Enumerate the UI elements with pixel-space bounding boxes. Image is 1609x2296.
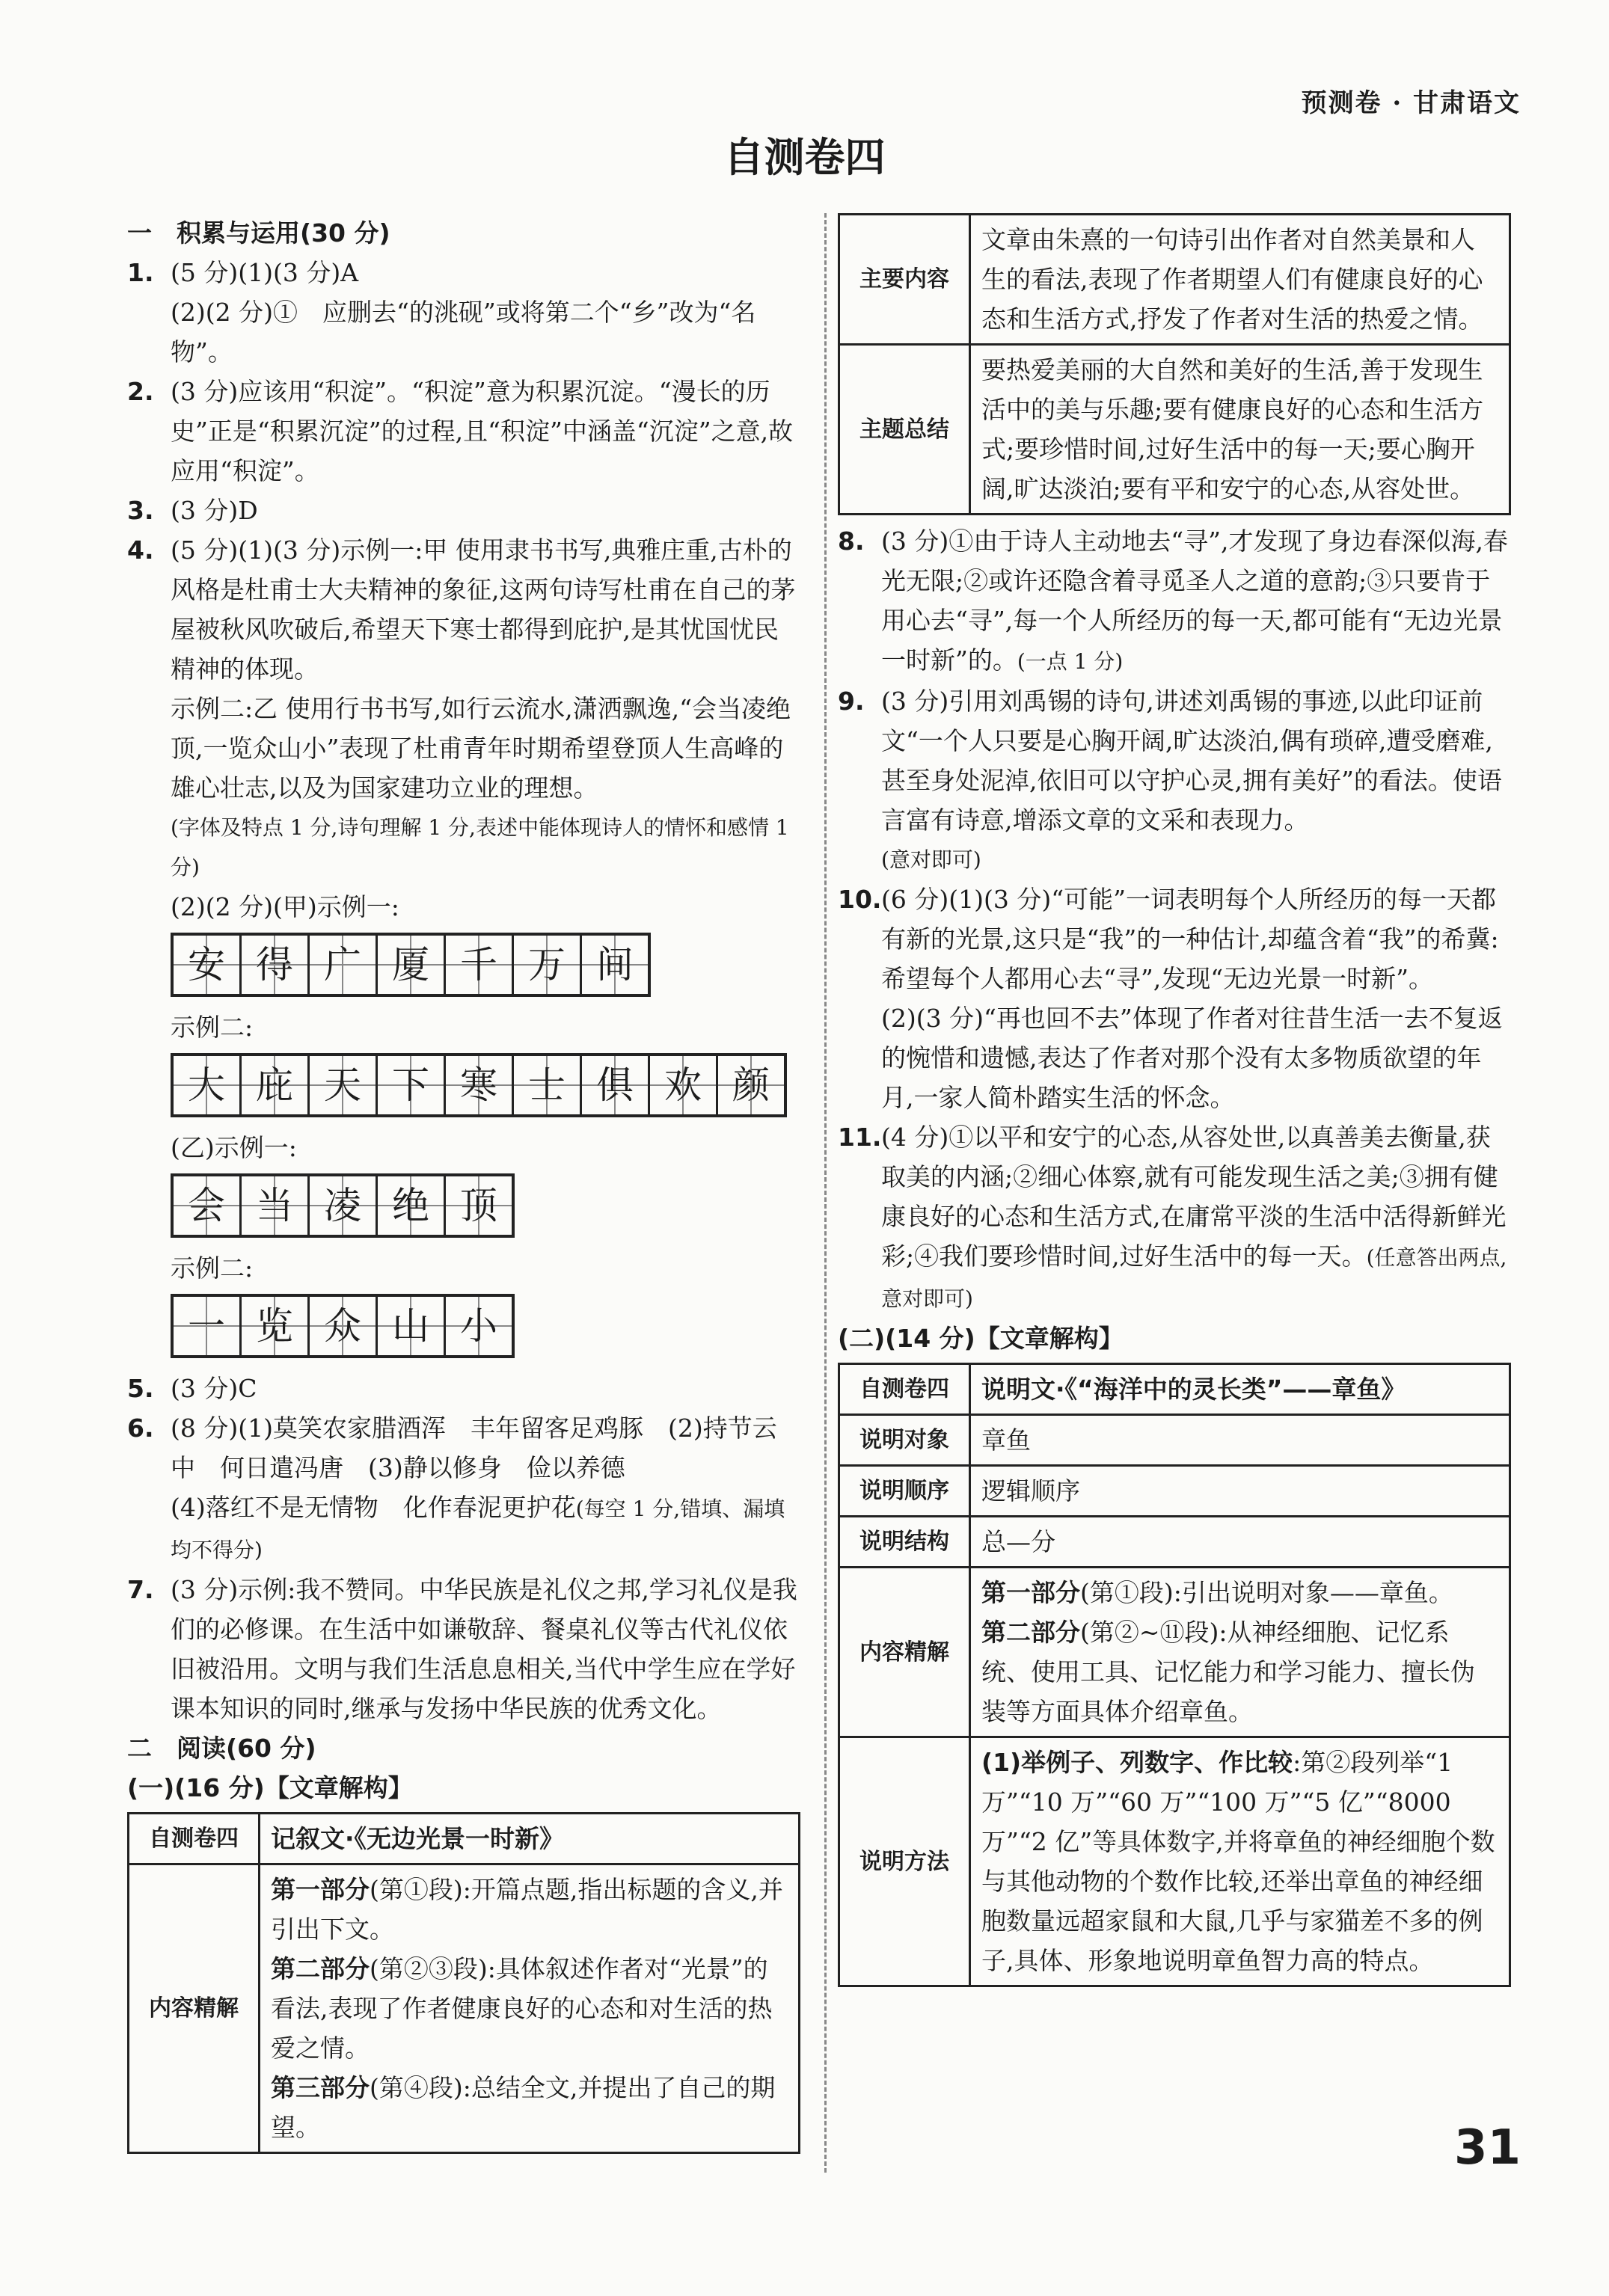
left-column xyxy=(127,213,800,2154)
grid-cell: 千 xyxy=(446,936,514,994)
grid-cell: 万 xyxy=(514,936,582,994)
table-row xyxy=(129,1864,800,2153)
structure-table-narrative xyxy=(127,1812,800,2154)
table-row xyxy=(839,215,1510,345)
answer-line: (2)(2 分)① 应删去“的洮砚”或将第二个“乡”改为“名物”。 xyxy=(171,298,756,366)
page-number: 31 xyxy=(1453,2120,1521,2176)
column-divider xyxy=(824,213,827,2173)
grid-cell: 一 xyxy=(174,1297,242,1355)
scoring-note: (字体及特点 1 分,诗句理解 1 分,表述中能体现诗人的情怀和感情 1 分) xyxy=(171,815,789,880)
question-10 xyxy=(838,880,1511,1117)
question-8 xyxy=(838,521,1511,681)
grid-cell: 寒 xyxy=(446,1056,514,1114)
table-cell: 总—分 xyxy=(970,1517,1510,1568)
answer-text: (4)落红不是无情物 化作春泥更护花 xyxy=(171,1493,576,1522)
table-row xyxy=(839,1364,1510,1415)
grid-cell: 当 xyxy=(242,1176,310,1235)
calligraphy-grid-4 xyxy=(171,1294,515,1358)
question-11 xyxy=(838,1117,1511,1319)
table-row xyxy=(839,1466,1510,1517)
grid-cell: 安 xyxy=(174,936,242,994)
row-label: 说明顺序 xyxy=(839,1466,970,1517)
question-2 xyxy=(127,372,800,491)
table-cell: 第一部分(第①段):开篇点题,指出标题的含义,并引出下文。 第二部分(第②③段):具体叙述作者对“光景”的看法,表现了作者健康良好的心态和对生活的热爱之情。 第三部分(第④段):总结全文,并提出了自己的期望。 xyxy=(260,1864,800,2153)
subsection-heading: (一)(16 分)【文章解构】 xyxy=(127,1773,413,1802)
table-cell: 章鱼 xyxy=(970,1415,1510,1466)
question-5 xyxy=(127,1369,800,1408)
right-column xyxy=(838,213,1511,1987)
answer-text: (3 分)示例:我不赞同。中华民族是礼仪之邦,学习礼仪是我们的必修课。在生活中如谦敬辞、餐桌礼仪等古代礼仪依旧被沿用。文明与我们生活息息相关,当代中学生应在学好课本知识的同时,继承与发扬中华民族的优秀文化。 xyxy=(171,1575,797,1723)
answer-text: (4 分)①以平和安宁的心态,从容处世,以真善美去衡量,获取美的内涵;②细心体察,就有可能发现生活之美;③拥有健康良好的心态和生活方式,在庸常平淡的生活中活得新鲜光彩;④我们要珍惜时间,过好生活中的每一天。 xyxy=(881,1123,1507,1271)
grid-cell: 俱 xyxy=(582,1056,650,1114)
question-1 xyxy=(127,253,800,372)
row-label: 主要内容 xyxy=(839,215,970,345)
grid-cell: 绝 xyxy=(378,1176,446,1235)
question-number: 6. xyxy=(127,1413,154,1443)
table-cell: 逻辑顺序 xyxy=(970,1466,1510,1517)
table-row xyxy=(839,1415,1510,1466)
grid-cell: 士 xyxy=(514,1056,582,1114)
answer-text: (3 分)C xyxy=(171,1374,257,1403)
question-number: 11. xyxy=(838,1123,882,1152)
question-number: 2. xyxy=(127,377,154,406)
calligraphy-grid-1 xyxy=(171,933,651,997)
grid-cell: 天 xyxy=(310,1056,378,1114)
question-6 xyxy=(127,1408,800,1570)
answer-text: (2)(3 分)“再也回不去”体现了作者对往昔生活一去不复返的惋惜和遗憾,表达了作者对那个没有太多物质欲望的年月,一家人简朴踏实生活的怀念。 xyxy=(881,1004,1503,1112)
grid-cell: 山 xyxy=(378,1297,446,1355)
grid-cell: 广 xyxy=(310,936,378,994)
question-number: 10. xyxy=(838,885,882,914)
table-cell: 文章由朱熹的一句诗引出作者对自然美景和人生的看法,表现了作者期望人们有健康良好的心态和生活方式,抒发了作者对生活的热爱之情。 xyxy=(970,215,1510,345)
grid-cell: 小 xyxy=(446,1297,512,1355)
structure-table-expository xyxy=(838,1363,1511,1987)
question-number: 4. xyxy=(127,535,154,565)
question-number: 9. xyxy=(838,687,865,716)
row-label: 主题总结 xyxy=(839,345,970,515)
scoring-note: (任意答出两点,意对即可) xyxy=(881,1245,1507,1311)
grid-cell: 庇 xyxy=(242,1056,310,1114)
grid-cell: 下 xyxy=(378,1056,446,1114)
page-header: 预测卷 · 甘肃语文 xyxy=(1301,88,1521,118)
grid-cell: 颜 xyxy=(718,1056,784,1114)
summary-table xyxy=(838,213,1511,515)
question-9 xyxy=(838,681,1511,880)
table-cell: 要热爱美丽的大自然和美好的生活,善于发现生活中的美与乐趣;要有健康良好的心态和生活方式;要珍惜时间,过好生活中的每一天;要心胸开阔,旷达淡泊;要有平和安宁的心态,从容处世。 xyxy=(970,345,1510,515)
row-label: 说明结构 xyxy=(839,1517,970,1568)
scoring-note: (一点 1 分) xyxy=(1017,649,1124,674)
row-label: 说明方法 xyxy=(839,1737,970,1986)
grid-cell: 会 xyxy=(174,1176,242,1235)
question-number: 7. xyxy=(127,1575,154,1604)
answer-text: (2)(2 分)(甲)示例一: xyxy=(171,892,399,921)
table-row xyxy=(839,1517,1510,1568)
question-3 xyxy=(127,491,800,530)
subsection-heading: (二)(14 分)【文章解构】 xyxy=(838,1324,1124,1353)
table-header-cell: 自测卷四 xyxy=(839,1364,970,1415)
grid-cell: 凌 xyxy=(310,1176,378,1235)
answer-text: (3 分)①由于诗人主动地去“寻”,才发现了身边春深似海,春光无限;②或许还隐含着寻觅圣人之道的意韵;③只要肯于用心去“寻”,每一个人所经历的每一天,都可能有“无边光景一时新”的。 xyxy=(881,527,1508,675)
table-row xyxy=(129,1814,800,1864)
table-header-cell: 记叙文·《无边光景一时新》 xyxy=(260,1814,800,1864)
question-number: 3. xyxy=(127,496,154,525)
example-label: (乙)示例一: xyxy=(171,1133,297,1162)
example-label: 示例二: xyxy=(171,1253,254,1283)
scoring-note: (意对即可) xyxy=(881,847,981,872)
question-7 xyxy=(127,1570,800,1728)
grid-cell: 厦 xyxy=(378,936,446,994)
grid-cell: 众 xyxy=(310,1297,378,1355)
calligraphy-grid-2 xyxy=(171,1053,787,1117)
table-row xyxy=(839,1737,1510,1986)
grid-cell: 欢 xyxy=(650,1056,718,1114)
question-number: 1. xyxy=(127,258,154,287)
grid-cell: 得 xyxy=(242,936,310,994)
grid-cell: 大 xyxy=(174,1056,242,1114)
question-4 xyxy=(127,530,800,1358)
scoring-note: (每空 1 分,错填、漏填均不得分) xyxy=(171,1497,785,1562)
grid-cell: 览 xyxy=(242,1297,310,1355)
question-number: 8. xyxy=(838,527,865,556)
answer-text: 示例二:乙 使用行书书写,如行云流水,潇洒飘逸,“会当凌绝顶,一览众山小”表现了杜甫青年时期希望登顶人生高峰的雄心壮志,以及为国家建功立业的理想。 xyxy=(171,694,791,802)
answer-text: (8 分)(1)莫笑农家腊酒浑 丰年留客足鸡豚 (2)持节云中 何日遣冯唐 (3)静以修身 俭以养德 xyxy=(171,1413,777,1482)
grid-cell: 间 xyxy=(582,936,648,994)
answer-text: (3 分)引用刘禹锡的诗句,讲述刘禹锡的事迹,以此印证前文“一个人只要是心胸开阔,旷达淡泊,偶有琐碎,遭受磨难,甚至身处泥淖,依旧可以守护心灵,拥有美好”的看法。使语言富有诗意,增添文章的文采和表现力。 xyxy=(881,687,1502,835)
calligraphy-grid-3 xyxy=(171,1173,515,1238)
table-cell: (1)举例子、列数字、作比较:第②段列举“1 万”“10 万”“60 万”“100 万”“5 亿”“8000 万”“2 亿”等具体数字,并将章鱼的神经细胞个数与其他动物的个数作比较,还举出章鱼的神经细胞数量远超家鼠和大鼠,几乎与家猫差不多的例子,具体、形象地说明章鱼智力高的特点。 xyxy=(970,1737,1510,1986)
section-heading-2: 二 阅读(60 分) xyxy=(127,1734,316,1763)
table-row xyxy=(839,345,1510,515)
table-cell: 第一部分(第①段):引出说明对象——章鱼。 第二部分(第②~⑪段):从神经细胞、记忆系统、使用工具、记忆能力和学习能力、擅长伪装等方面具体介绍章鱼。 xyxy=(970,1568,1510,1737)
grid-cell: 顶 xyxy=(446,1176,512,1235)
answer-text: (3 分)D xyxy=(171,496,258,525)
answer-text: (3 分)应该用“积淀”。“积淀”意为积累沉淀。“漫长的历史”正是“积累沉淀”的过程,且“积淀”中涵盖“沉淀”之意,故应用“积淀”。 xyxy=(171,377,794,485)
question-number: 5. xyxy=(127,1374,154,1403)
page-title: 自测卷四 xyxy=(723,134,886,181)
table-row xyxy=(839,1568,1510,1737)
answer-line: (5 分)(1)(3 分)A xyxy=(171,258,359,287)
answer-text: (6 分)(1)(3 分)“可能”一词表明每个人所经历的每一天都有新的光景,这只是“我”的一种估计,却蕴含着“我”的希冀:希望每个人都用心去“寻”,发现“无边光景一时新”。 xyxy=(881,885,1499,993)
answer-text: (5 分)(1)(3 分)示例一:甲 使用隶书书写,典雅庄重,古朴的风格是杜甫士大夫精神的象征,这两句诗写杜甫在自己的茅屋被秋风吹破后,希望天下寒士都得到庇护,是其忧国忧民精神的体现。 xyxy=(171,535,796,684)
table-header-cell: 自测卷四 xyxy=(129,1814,260,1864)
row-label: 内容精解 xyxy=(839,1568,970,1737)
row-label: 内容精解 xyxy=(129,1864,260,2153)
table-header-cell: 说明文·《“海洋中的灵长类”——章鱼》 xyxy=(970,1364,1510,1415)
row-label: 说明对象 xyxy=(839,1415,970,1466)
example-label: 示例二: xyxy=(171,1013,254,1042)
section-heading-1: 一 积累与运用(30 分) xyxy=(127,218,390,248)
